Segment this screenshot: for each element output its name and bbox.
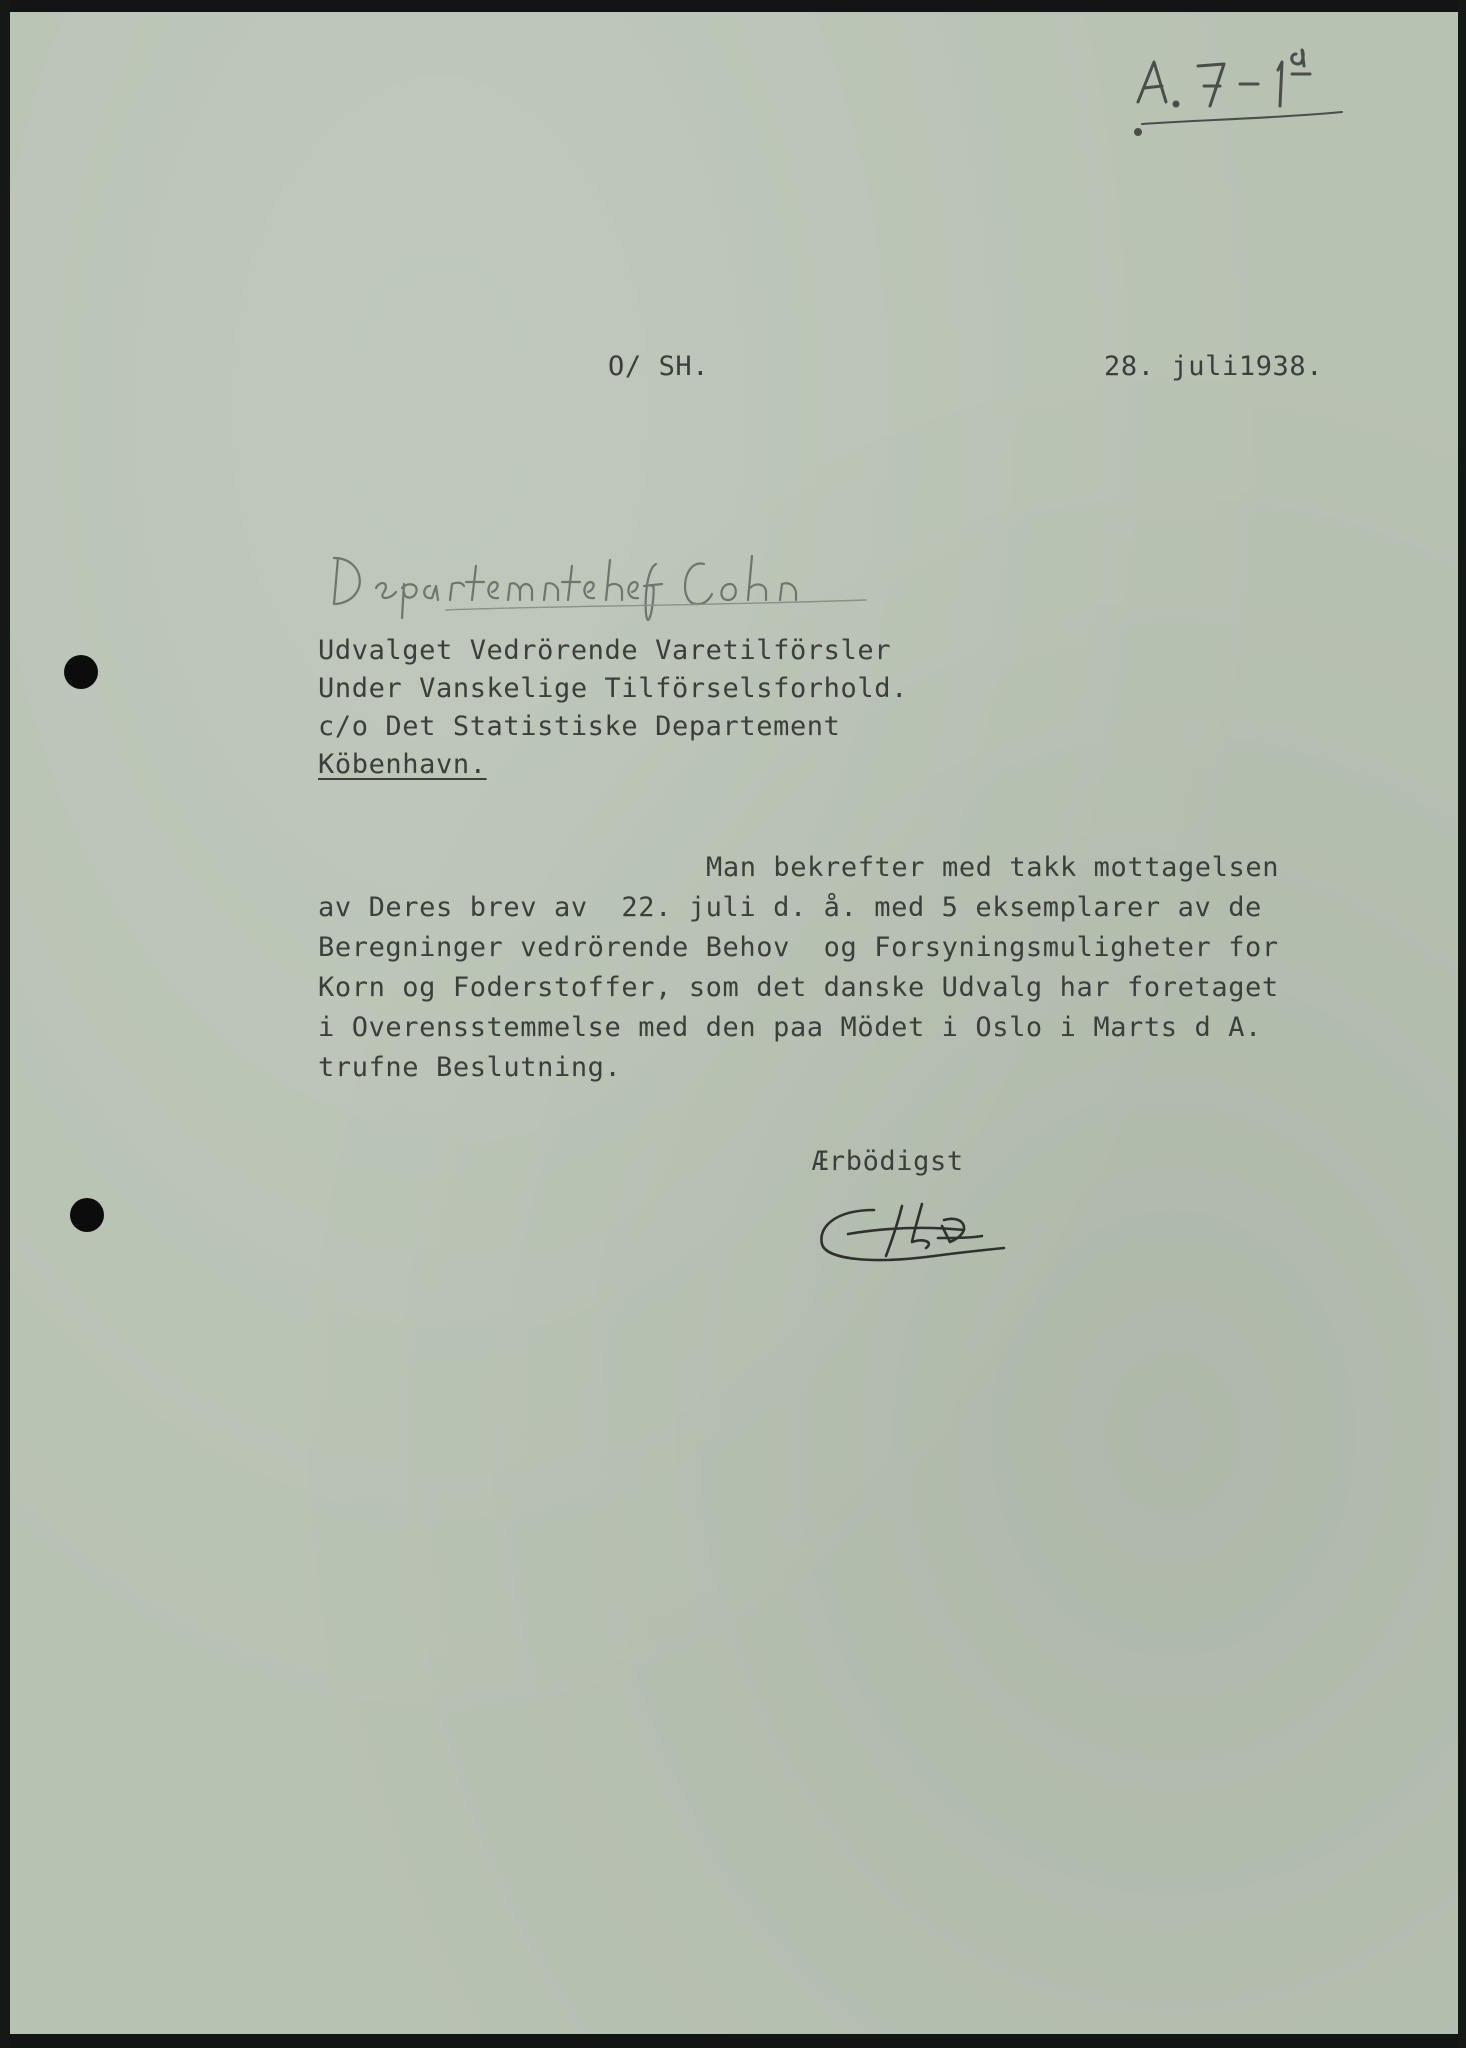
handwritten-recipient: [326, 540, 886, 622]
address-line: Under Vanskelige Tilförselsforhold.: [318, 673, 908, 704]
address-line: c/o Det Statistiske Departement: [318, 711, 841, 742]
body-line: av Deres brev av 22. juli d. å. med 5 eksemplarer av de: [318, 892, 1262, 923]
recipient-address: [318, 632, 908, 784]
address-city: Köbenhavn.: [318, 749, 487, 780]
address-line: Udvalget Vedrörende Varetilförsler: [318, 635, 892, 666]
reference-code: O/ SH.: [608, 351, 710, 382]
closing-salutation: Ærbödigst: [812, 1146, 964, 1177]
scan-border-bottom: [0, 2034, 1466, 2048]
archive-mark: [1120, 40, 1360, 150]
punch-hole: [64, 655, 98, 689]
letter-date: 28. juli1938.: [1104, 351, 1324, 382]
signature: [814, 1198, 1014, 1270]
scan-border-left: [0, 0, 10, 2048]
letter-body: [318, 848, 1279, 1088]
scan-border-right: [1458, 0, 1466, 2048]
scan-border-top: [0, 0, 1466, 12]
punch-hole: [70, 1198, 104, 1232]
body-line: Man bekrefter med takk mottagelsen: [706, 852, 1280, 883]
body-line: Korn og Foderstoffer, som det danske Udvalg har foretaget: [318, 972, 1279, 1003]
body-line: Beregninger vedrörende Behov og Forsyningsmuligheter for: [318, 932, 1279, 963]
body-line: i Overensstemmelse med den paa Mödet i Oslo i Marts d A.: [318, 1012, 1262, 1043]
body-line: trufne Beslutning.: [318, 1052, 622, 1083]
